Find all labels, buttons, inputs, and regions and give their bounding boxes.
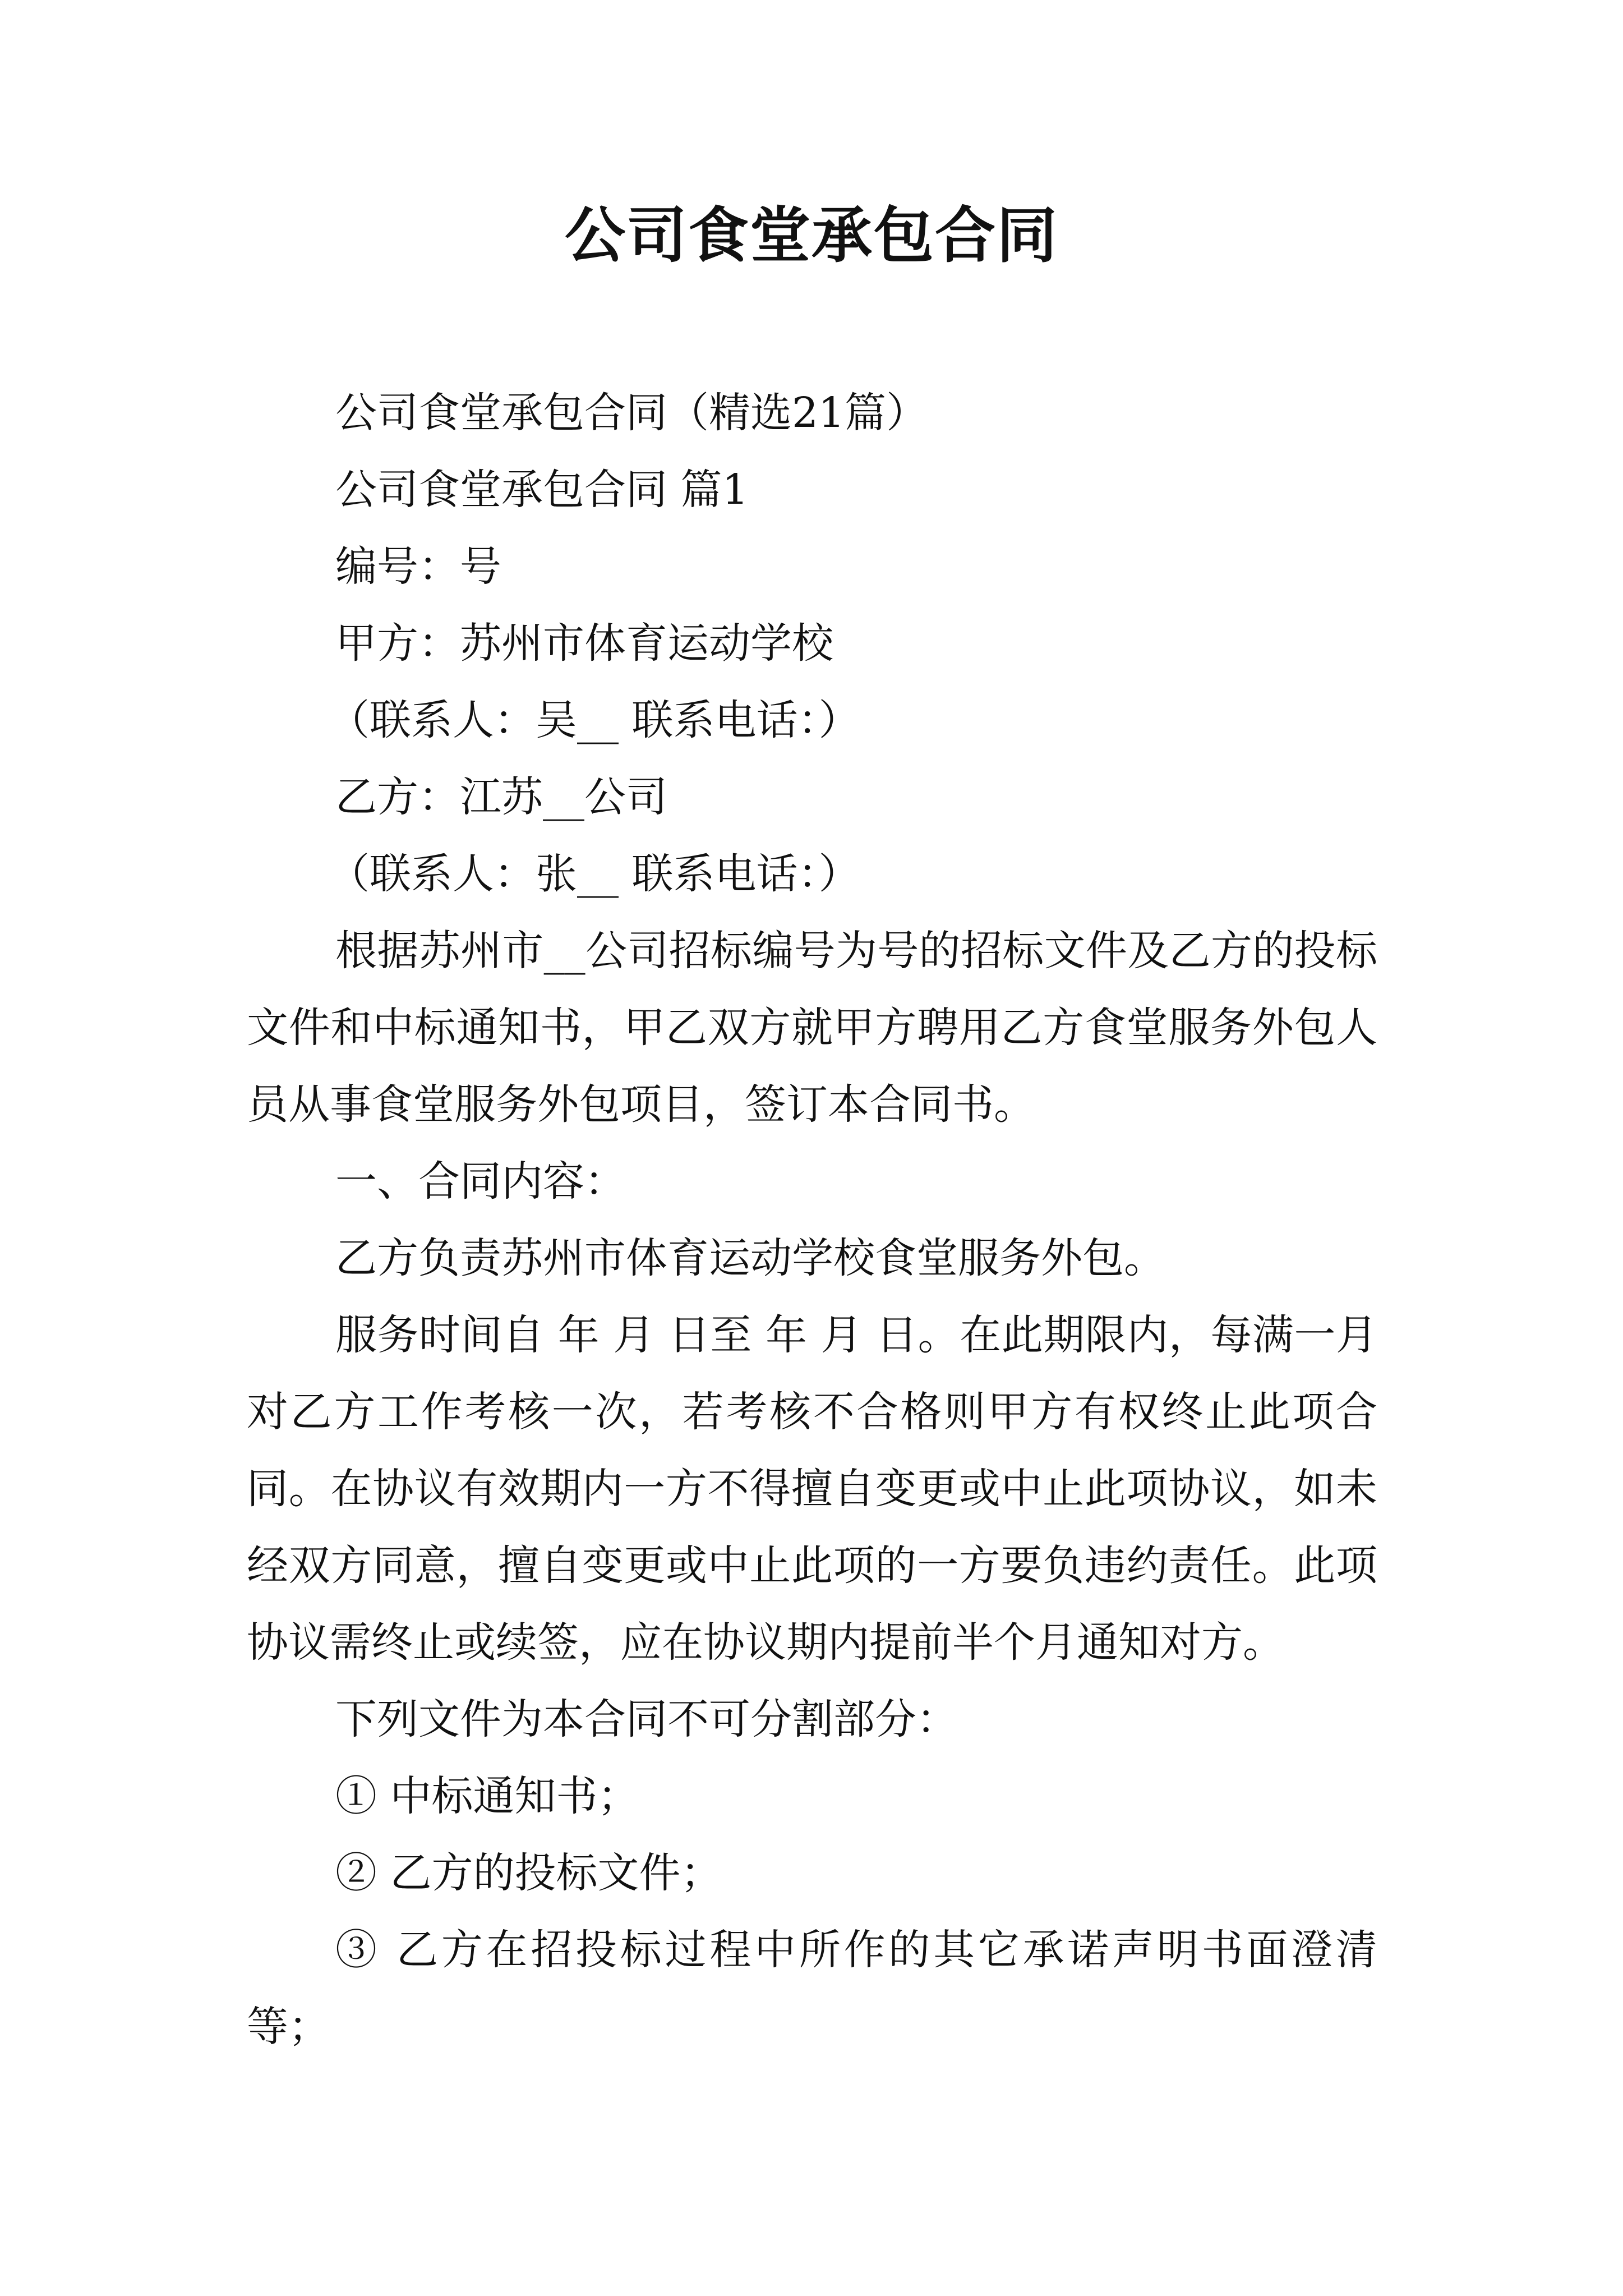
list-item-award-notice: ① 中标通知书； (335, 1772, 639, 1820)
paragraph-introduction: 根据苏州市__公司招标编号为号的招标文件及乙方的投标文件和中标通知书，甲乙双方就甲方聘用乙方食堂服务外包人员从事食堂服务外包项目，签订本合同书。 (247, 927, 1377, 1129)
paragraph-service-period: 服务时间自 年 月 日至 年 月 日。在此期限内，每满一月对乙方工作考核一次，若考核不合格则甲方有权终止此项合同。在协议有效期内一方不得擅自变更或中止此项协议，如未经双方同意，擅自变更或中止此项的一方要负违约责任。此项协议需终止或续签，应在协议期内提前半个月通知对方。 (247, 1311, 1377, 1667)
paragraph-section-heading: 公司食堂承包合同 篇1 (335, 466, 749, 514)
paragraph-subtitle: 公司食堂承包合同（精选21篇） (335, 389, 928, 437)
list-item-bid-documents: ② 乙方的投标文件； (335, 1849, 722, 1897)
paragraph-service-scope: 乙方负责苏州市体育运动学校食堂服务外包。 (335, 1234, 1165, 1282)
list-item-other-commitments: ③ 乙方在招投标过程中所作的其它承诺声明书面澄清等； (247, 1926, 1377, 2051)
paragraph-party-a: 甲方：苏州市体育运动学校 (335, 619, 833, 668)
paragraph-contract-number: 编号：号 (335, 542, 501, 591)
paragraph-party-b: 乙方：江苏__公司 (335, 773, 667, 821)
paragraph-party-b-contact: （联系人：张__ 联系电话：） (328, 850, 860, 898)
paragraph-contract-content-heading: 一、合同内容： (335, 1157, 626, 1205)
paragraph-attachments-heading: 下列文件为本合同不可分割部分： (335, 1695, 958, 1743)
document-title: 公司食堂承包合同 (564, 200, 1058, 271)
document-body (247, 375, 1377, 2065)
paragraph-party-a-contact: （联系人：吴__ 联系电话：） (328, 696, 860, 744)
